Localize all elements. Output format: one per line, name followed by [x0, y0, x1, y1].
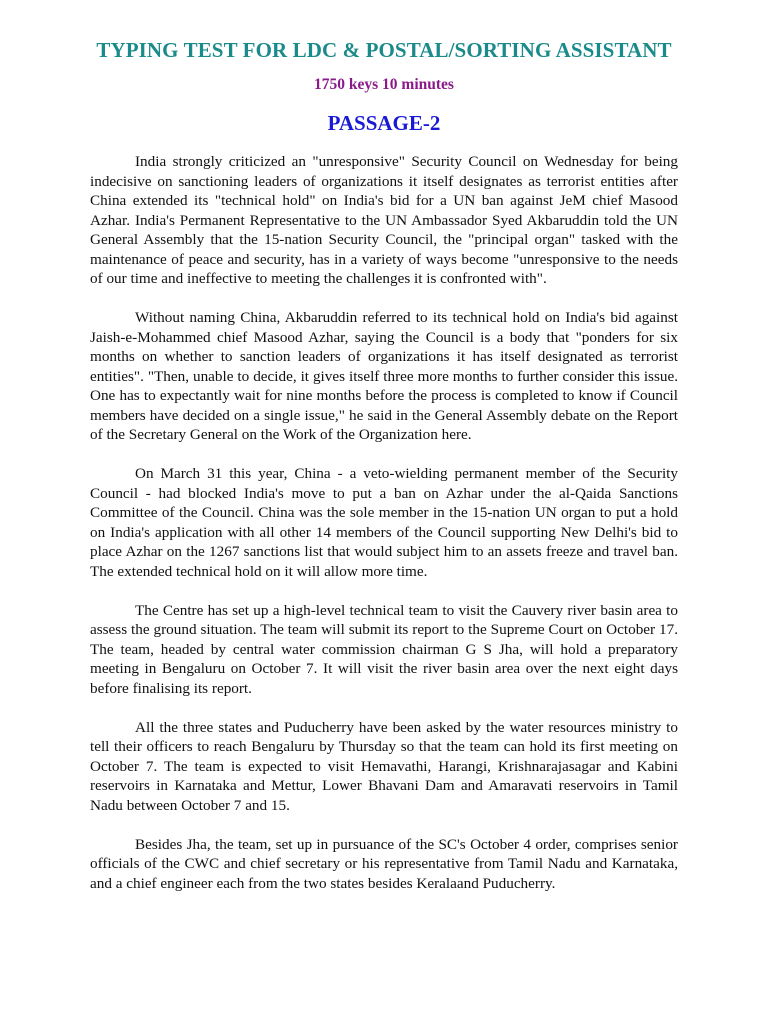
paragraph-5: All the three states and Puducherry have been asked by the water resources ministry to tell their officers to reach Bengaluru by Thursday so that the team can hold its first meeting on October 7. The team is expected to visit Hemavathi, Harangi, Krishnarajasagar and Kabini reservoirs in Karnataka and Mettur, Lower Bhavani Dam and Amaravati reservoirs in Tamil Nadu between October 7 and 15.	[90, 718, 678, 814]
paragraph-6: Besides Jha, the team, set up in pursuance of the SC's October 4 order, comprises senior officials of the CWC and chief secretary or his representative from Tamil Nadu and Karnataka, and a chief engineer each from the two states besides Keralaand Puducherry.	[90, 835, 678, 892]
document-title: TYPING TEST FOR LDC & POSTAL/SORTING ASSISTANT	[96, 38, 672, 62]
passage-title: PASSAGE-2	[327, 111, 441, 135]
paragraph-4: The Centre has set up a high-level technical team to visit the Cauvery river basin area to assess the ground situation. The team will submit its report to the Supreme Court on October 17. The team, headed by central water commission chairman G S Jha, will hold a preparatory meeting in Bengaluru on October 7. It will visit the river basin area over the next eight days before finalising its report.	[90, 601, 678, 697]
document-subtitle: 1750 keys 10 minutes	[314, 76, 454, 93]
paragraph-1: India strongly criticized an "unresponsive" Security Council on Wednesday for being indecisive on sanctioning leaders of organizations it itself designates as terrorist entities after China extended its "technical hold" on India's bid for a UN ban against JeM chief Masood Azhar. India's Permanent Representative to the UN Ambassador Syed Akbaruddin told the UN General Assembly that the 15-nation Security Council, the "principal organ" tasked with the maintenance of peace and security, has in a variety of ways become "unresponsive to the needs of our time and ineffective to meeting the challenges it is confronted with".	[90, 153, 678, 287]
paragraph-2: Without naming China, Akbaruddin referred to its technical hold on India's bid against Jaish-e-Mohammed chief Masood Azhar, saying the Council is a body that "ponders for six months on whether to sanction leaders of organizations it has itself designated as terrorist entities". "Then, unable to decide, it gives itself three more months to further consider this issue. One has to expectantly wait for nine months before the process is completed to know if Council members have decided on a single issue," he said in the General Assembly debate on the Report of the Secretary General on the Work of the Organization here.	[90, 309, 678, 443]
paragraph-3: On March 31 this year, China - a veto-wielding permanent member of the Security Council - had blocked India's move to put a ban on Azhar under the al-Qaida Sanctions Committee of the Council. China was the sole member in the 15-nation UN organ to put a hold on India's application with all other 14 members of the Council supporting New Delhi's bid to place Azhar on the 1267 sanctions list that would subject him to an assets freeze and travel ban. The extended technical hold on it will allow more time.	[90, 465, 678, 580]
passage-body	[90, 152, 678, 913]
